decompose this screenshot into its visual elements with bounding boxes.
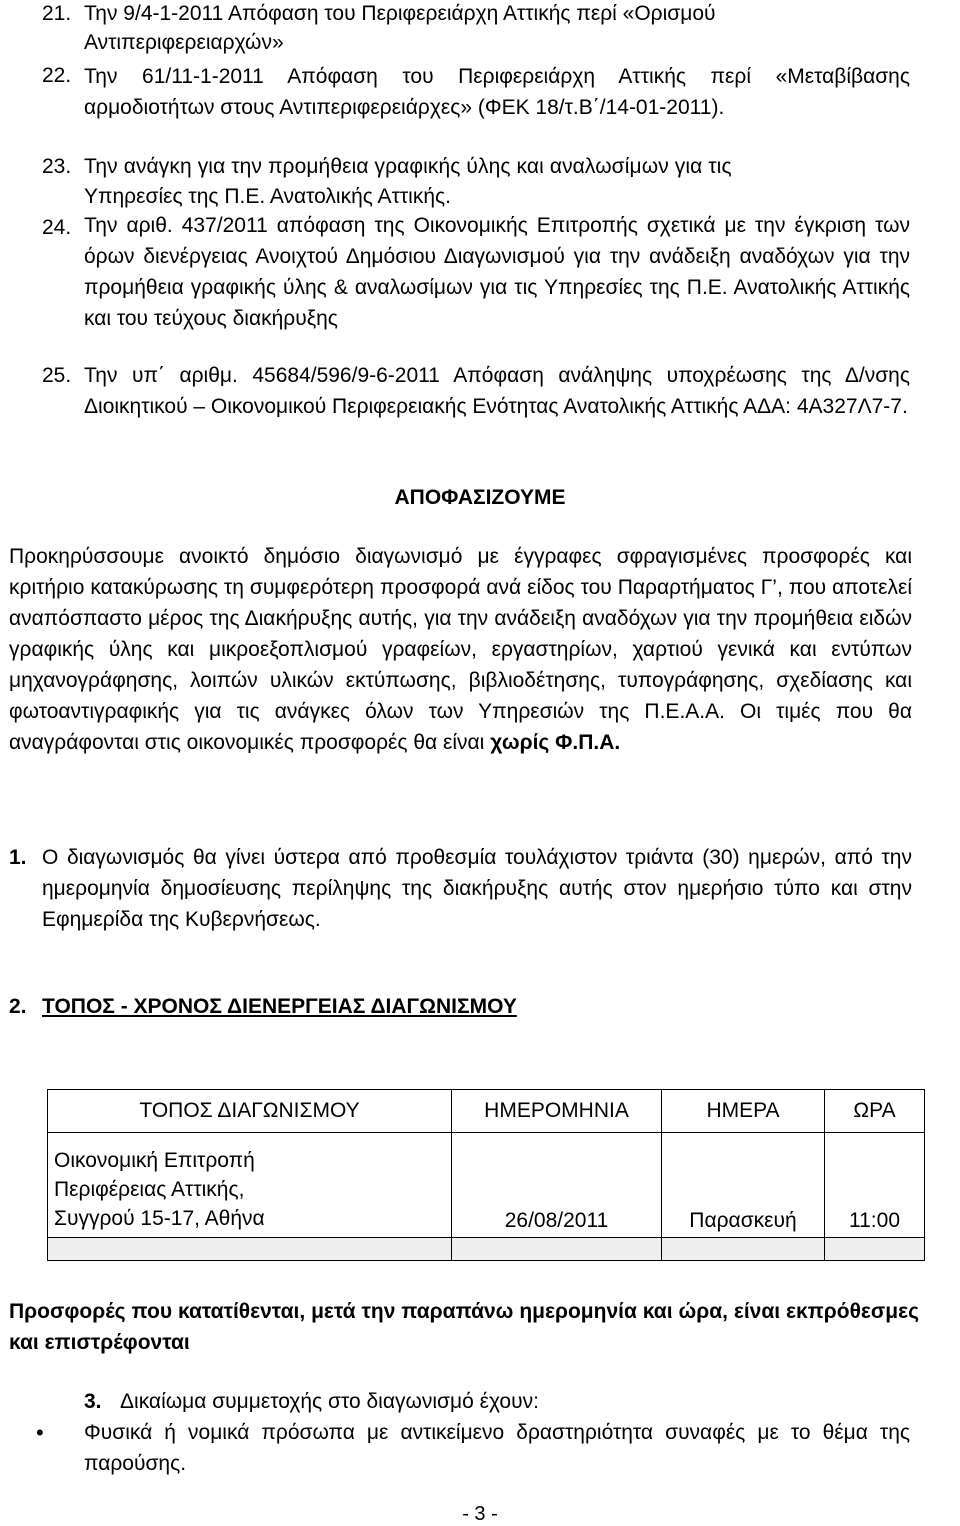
item-23-number: 23. bbox=[42, 155, 72, 178]
item-23-line-1: Την ανάγκη για την προμήθεια γραφικής ύλης και αναλωσίμων για τις bbox=[84, 155, 732, 178]
item-22-text: Την 61/11-1-2011 Απόφαση του Περιφερειάρχη Αττικής περί «Μεταβίβασης αρμοδιοτήτων στους Αντιπεριφερειάρχες» (ΦΕΚ 18/τ.Β΄/14-01-2011). bbox=[84, 65, 910, 119]
header-day: ΗΜΕΡΑ bbox=[662, 1090, 825, 1133]
cell-place bbox=[48, 1133, 452, 1238]
offers-note: Προσφορές που κατατίθενται, μετά την παραπάνω ημερομηνία και ώρα, είναι εκπρόθεσμες και επιστρέφονται bbox=[9, 1300, 919, 1354]
point-3-title-text: Δικαίωμα συμμετοχής στο διαγωνισμό έχουν: bbox=[120, 1390, 539, 1413]
point-1-text: Ο διαγωνισμός θα γίνει ύστερα από προθεσμία τουλάχιστον τριάντα (30) ημερών, από την ημερομηνία δημοσίευσης περίληψης της διακήρυξης αυτής στον ημερήσιο τύπο και στην Εφημερίδα της Κυβερνήσεως. bbox=[42, 846, 912, 931]
item-21-line-2: Αντιπεριφερειαρχών» bbox=[84, 31, 284, 54]
place-line-1: Οικονομική Επιτροπή bbox=[54, 1149, 255, 1172]
header-place: ΤΟΠΟΣ ΔΙΑΓΩΝΙΣΜΟΥ bbox=[48, 1090, 452, 1133]
main-paragraph-bold: χωρίς Φ.Π.Α. bbox=[490, 731, 621, 754]
main-paragraph bbox=[9, 541, 912, 758]
cell-date: 26/08/2011 bbox=[452, 1133, 662, 1238]
bullet-dot-icon: • bbox=[36, 1420, 44, 1445]
item-24-number: 24. bbox=[42, 216, 72, 239]
item-23-line-2: Υπηρεσίες της Π.Ε. Ανατολικής Αττικής. bbox=[84, 185, 451, 208]
point-2-title: ΤΟΠΟΣ - ΧΡΟΝΟΣ ΔΙΕΝΕΡΓΕΙΑΣ ΔΙΑΓΩΝΙΣΜΟΥ bbox=[42, 995, 517, 1018]
cell-time: 11:00 bbox=[825, 1133, 925, 1238]
table-header-row bbox=[48, 1090, 925, 1133]
table-row bbox=[48, 1133, 925, 1238]
bullet-1-text: Φυσικά ή νομικά πρόσωπα με αντικείμενο δραστηριότητα συναφές με το θέμα της παρούσης. bbox=[84, 1421, 910, 1475]
page-number: - 3 - bbox=[462, 1503, 498, 1525]
place-line-3: Συγγρού 15-17, Αθήνα bbox=[54, 1207, 265, 1230]
item-21-line-1: Την 9/4-1-2011 Απόφαση του Περιφερειάρχη Αττικής περί «Ορισμού bbox=[84, 2, 716, 25]
item-24-text: Την αριθ. 437/2011 απόφαση της Οικονομικής Επιτροπής σχετικά με την έγκριση των όρων διενέργειας Ανοιχτού Δημόσιου Διαγωνισμού για την ανάδειξη αναδόχων για την προμήθεια γραφικής ύλης & αναλωσίμων για τις Υπηρεσίες της Π.Ε. Ανατολικής Αττικής και του τεύχους διακήρυξης bbox=[84, 214, 910, 330]
point-2-number: 2. bbox=[9, 995, 27, 1018]
cell-day: Παρασκευή bbox=[662, 1133, 825, 1238]
item-21-number: 21. bbox=[42, 2, 72, 25]
main-paragraph-text: Προκηρύσσουμε ανοικτό δημόσιο διαγωνισμό με έγγραφες σφραγισμένες προσφορές και κριτήριο κατακύρωσης τη συμφερότερη προσφορά ανά είδος του Παραρτήματος Γ’, που αποτελεί αναπόσπαστο μέρος της Διακήρυξης αυτής, για την ανάδειξη αναδόχων για την προμήθεια ειδών γραφικής ύλης και μικροεξοπλισμού γραφείων, εργαστηρίων, χαρτιού γενικά και εντύπων μηχανογράφησης, λοιπών υλικών εκτύπωσης, βιβλιοδέτησης, τυπογράφησης, σχεδίασης και φωτοαντιγραφικής για τις ανάγκες όλων των Υπηρεσιών της Π.Ε.Α.Α. Οι τιμές που θα αναγράφονται στις οικονομικές προσφορές θα είναι bbox=[9, 545, 912, 754]
schedule-table bbox=[47, 1089, 925, 1261]
header-date: ΗΜΕΡΟΜΗΝΙΑ bbox=[452, 1090, 662, 1133]
header-time: ΩΡΑ bbox=[825, 1090, 925, 1133]
decision-title: ΑΠΟΦΑΣΙΖΟΥΜΕ bbox=[394, 486, 566, 509]
table-empty-row bbox=[48, 1238, 925, 1261]
item-22-number: 22. bbox=[42, 64, 72, 87]
point-3-title bbox=[120, 1388, 539, 1416]
place-line-2: Περιφέρειας Αττικής, bbox=[54, 1178, 245, 1201]
point-3-number: 3. bbox=[84, 1390, 102, 1413]
item-25-number: 25. bbox=[42, 364, 72, 387]
point-1-number: 1. bbox=[9, 846, 27, 869]
item-25-text: Την υπ΄ αριθμ. 45684/596/9-6-2011 Απόφαση ανάληψης υποχρέωσης της Δ/νσης Διοικητικού – Οικονομικού Περιφερειακής Ενότητας Ανατολικής Αττικής ΑΔΑ: 4Α327Λ7-7. bbox=[84, 364, 910, 418]
